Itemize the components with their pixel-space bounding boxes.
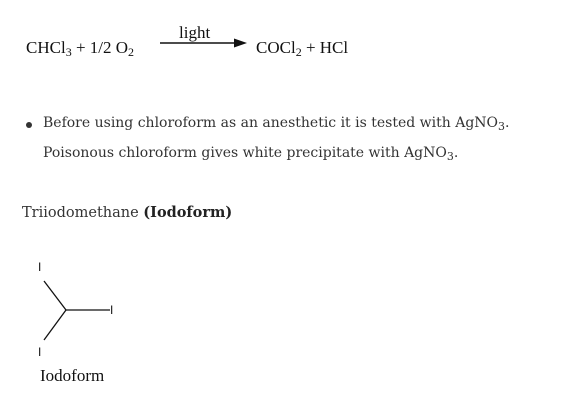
- bullet-line-2: [43, 145, 458, 161]
- reactant-chcl3-subscript: 3: [65, 45, 72, 59]
- reactant-chcl3: CHCl: [26, 38, 66, 57]
- heading-normal: Triiodomethane: [22, 205, 144, 221]
- bullet-line-2-subscript: 3: [446, 150, 454, 163]
- bullet-dot-icon: [26, 122, 32, 128]
- structure-caption: Iodoform: [40, 366, 105, 385]
- bullet-line-2-text: Poisonous chloroform gives white precipitate with AgNO: [43, 145, 447, 161]
- product-cocl2: COCl: [256, 38, 296, 57]
- reaction-products: [256, 38, 348, 58]
- reaction-arrow-icon: [160, 37, 248, 49]
- atom-iodine-top: I: [38, 260, 42, 274]
- iodoform-structure-diagram: [26, 255, 126, 365]
- bond-top: [44, 281, 66, 310]
- bond-bottom: [44, 310, 66, 340]
- bullet-line-1: [43, 115, 509, 131]
- bullet-line-2-end: .: [453, 145, 459, 161]
- section-heading: [22, 204, 232, 221]
- heading-bold: (Iodoform): [143, 204, 233, 221]
- reaction-condition: light: [179, 23, 211, 42]
- atom-iodine-bottom: I: [38, 345, 42, 359]
- product-cocl2-subscript: 2: [295, 45, 302, 59]
- reactant-o2-subscript: 2: [128, 45, 135, 59]
- bullet-line-1-text: Before using chloroform as an anesthetic it is tested with AgNO: [43, 115, 499, 131]
- bullet-line-1-subscript: 3: [498, 120, 506, 133]
- bullet-line-1-end: .: [505, 115, 510, 131]
- reactant-o2: + 1/2 O: [71, 38, 129, 57]
- atom-iodine-right: I: [110, 303, 114, 317]
- product-hcl: + HCl: [301, 38, 349, 57]
- reaction-reactants: [26, 38, 134, 58]
